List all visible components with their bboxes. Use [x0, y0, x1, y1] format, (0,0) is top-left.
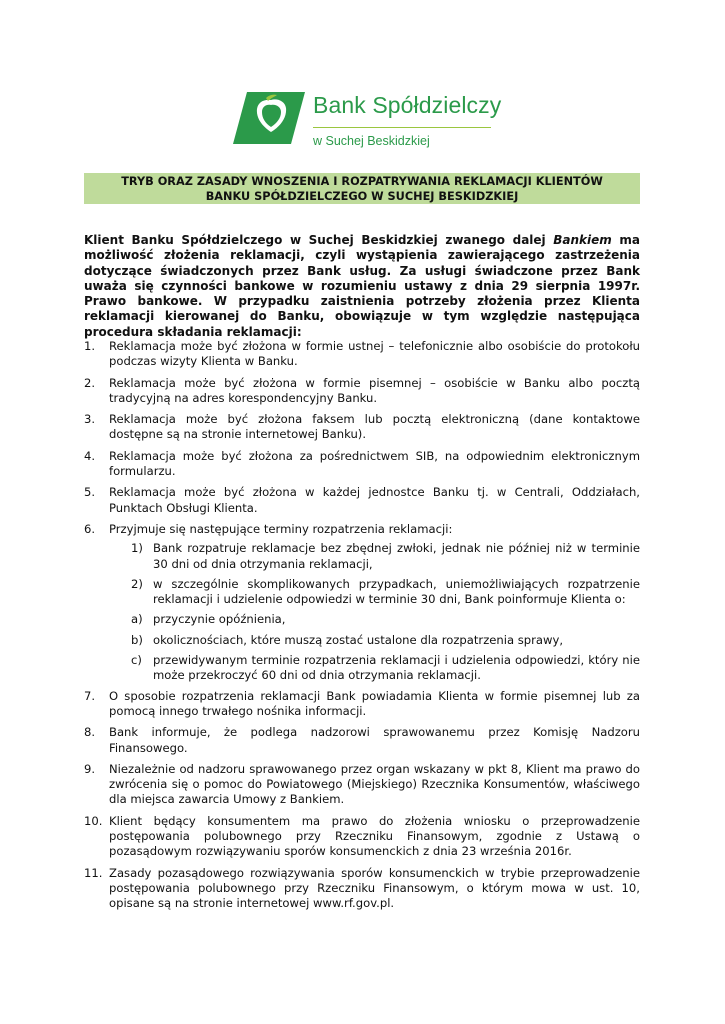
item-text: Zasady pozasądowego rozwiązywania sporów konsumenckich w trybie przeprowadzenie postępowania polubownego przy Rzeczniku Finansowym, o którym mowa w ust. 10, opisane są na stronie internetowej www.rf.gov.pl. [109, 865, 640, 911]
sub-item-2 [84, 577, 640, 608]
item-text: Reklamacja może być złożona w formie ustnej – telefonicznie albo osobiście do protokołu podczas wizyty Klienta w Banku. [109, 339, 640, 369]
document-title [84, 173, 640, 204]
procedure-list [84, 339, 640, 918]
item-number: 8. [84, 725, 96, 740]
list-item-9 [84, 762, 640, 808]
sub-item-1 [84, 541, 640, 572]
item-number: 11. [84, 865, 103, 880]
intro-text-start: Klient Banku Spółdzielczego w Suchej Beskidzkiej zwanego dalej [84, 233, 554, 247]
item-number: 7. [84, 688, 96, 703]
item-text: Bank informuje, że podlega nadzorowi sprawowanemu przez Komisję Nadzoru Finansowego. [109, 725, 640, 755]
sub-item-text: Bank rozpatruje reklamacje bez zbędnej zwłoki, jednak nie później niż w terminie 30 dni od dnia otrzymania reklamacji, [153, 541, 640, 571]
list-item-6 [84, 522, 640, 537]
item-text: Reklamacja może być złożona w każdej jednostce Banku tj. w Centrali, Oddziałach, Punktach Obsługi Klienta. [109, 485, 640, 515]
item-number: 5. [84, 485, 96, 500]
logo-divider [313, 127, 491, 128]
sub-item-c [84, 653, 640, 684]
item-number: 9. [84, 761, 96, 776]
item-text: Reklamacja może być złożona w formie pisemnej – osobiście w Banku albo pocztą tradycyjną na adres korespondencyjny Banku. [109, 375, 640, 405]
list-item-7 [84, 689, 640, 720]
item-text: Przyjmuje się następujące terminy rozpatrzenia reklamacji: [109, 521, 453, 536]
sub-item-number: a) [131, 612, 143, 627]
list-item-8 [84, 725, 640, 756]
sub-item-number: 2) [131, 576, 143, 591]
item-number: 1. [84, 339, 96, 353]
sub-item-number: b) [131, 632, 143, 647]
sub-item-text: przewidywanym terminie rozpatrzenia reklamacji i udzielenia odpowiedzi, który nie może przekroczyć 60 dni od dnia otrzymania reklamacji. [153, 653, 640, 683]
sub-item-text: okolicznościach, które muszą zostać ustalone dla rozpatrzenia sprawy, [153, 632, 564, 647]
item-text: Reklamacja może być złożona za pośrednictwem SIB, na odpowiednim elektronicznym formularzu. [109, 448, 640, 479]
sub-item-number: c) [131, 653, 142, 668]
bank-logo [233, 92, 503, 152]
title-line-1: TRYB ORAZ ZASADY WNOSZENIA I ROZPATRYWANIA REKLAMACJI KLIENTÓW [121, 175, 603, 188]
list-item-3 [84, 412, 640, 443]
item-text: Klient będący konsumentem ma prawo do złożenia wniosku o przeprowadzenie postępowania polubownego przy Rzeczniku Finansowym, zgodnie z Ustawą o pozasądowym rozwiązywaniu sporów konsumenckich z dnia 23 września 2016r. [109, 813, 640, 859]
intro-emphasis: Bankiem [553, 233, 612, 247]
intro-text-end: ma możliwość złożenia reklamacji, czyli wystąpienia zawierającego zastrzeżenia dotyczące świadczonych przez Bank usług. Za usługi świadczone przez Bank uważa się czynności bankowe w rozumieniu ustawy z dnia 29 sierpnia 1997r. Prawo bankowe. W przypadku zaistnienia potrzeby złożenia przez Klienta reklamacji kierowanej do Banku, obowiązuje w tym względzie następująca procedura składania reklamacji: [84, 233, 640, 339]
item-number: 6. [84, 521, 96, 536]
list-item-2 [84, 376, 640, 407]
leaf-logo-icon [233, 92, 305, 144]
sub-item-text: przyczynie opóźnienia, [153, 612, 286, 627]
sub-item-number: 1) [131, 541, 143, 556]
intro-paragraph [84, 233, 640, 340]
list-item-4 [84, 449, 640, 480]
sub-item-b [84, 633, 640, 648]
bank-location: w Suchej Beskidzkiej [313, 134, 430, 148]
item-number: 3. [84, 412, 96, 427]
list-item-5 [84, 485, 640, 516]
item-number: 10. [84, 813, 103, 828]
item-text: Reklamacja może być złożona faksem lub pocztą elektroniczną (dane kontaktowe dostępne są na stronie internetowej Banku). [109, 412, 640, 442]
sub-item-text: w szczególnie skomplikowanych przypadkach, uniemożliwiających rozpatrzenie reklamacji i udzielenie odpowiedzi w terminie 30 dni, Bank poinformuje Klienta o: [153, 576, 640, 607]
list-item-1 [84, 339, 640, 370]
list-item-10 [84, 814, 640, 860]
list-item-11 [84, 866, 640, 912]
item-text: Niezależnie od nadzoru sprawowanego przez organ wskazany w pkt 8, Klient ma prawo do zwrócenia się o pomoc do Powiatowego (Miejskiego) Rzecznika Konsumentów, właściwego dla miejsca zawarcia Umowy z Bankiem. [109, 761, 640, 807]
bank-name: Bank Spółdzielczy [313, 92, 502, 118]
item-text: O sposobie rozpatrzenia reklamacji Bank powiadamia Klienta w formie pisemnej lub za pomocą innego trwałego nośnika informacji. [109, 688, 640, 718]
sub-item-a [84, 612, 640, 627]
title-line-2: BANKU SPÓŁDZIELCZEGO W SUCHEJ BESKIDZKIEJ [205, 189, 519, 203]
item-number: 4. [84, 448, 96, 463]
item-number: 2. [84, 375, 96, 390]
